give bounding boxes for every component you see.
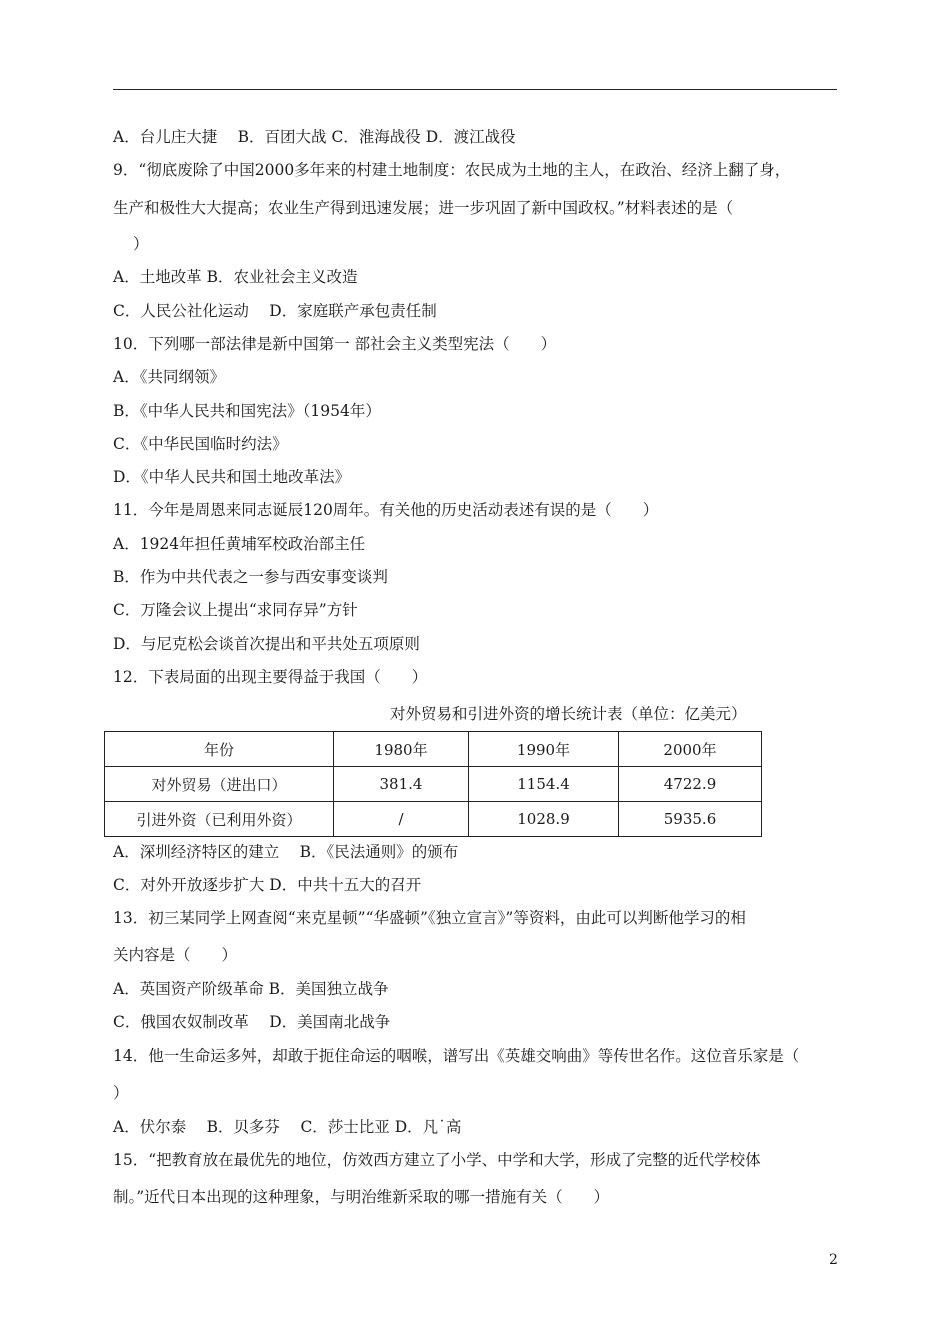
- q13-options-cd: C．俄国农奴制改革 D．美国南北战争: [113, 1013, 391, 1031]
- table-caption: 对外贸易和引进外资的增长统计表（单位：亿美元）: [390, 705, 747, 723]
- table-header-cell: 1980年: [334, 732, 469, 767]
- q8-options: A．台儿庄大捷 B．百团大战 C．淮海战役 D．渡江战役: [113, 128, 516, 146]
- q13-stem-line2: 关内容是（ ）: [113, 946, 238, 964]
- q10-stem: 10．下列哪一部法律是新中国第一 部社会主义类型宪法（ ）: [113, 335, 557, 353]
- q10-option-b: B．《中华人民共和国宪法》（1954年）: [113, 402, 381, 420]
- table-cell: 5935.6: [619, 802, 762, 837]
- q15-stem-line1: 15．“把教育放在最优先的地位，仿效西方建立了小学、中学和大学，形成了完整的近代学校体: [113, 1151, 761, 1169]
- q12-stem: 12．下表局面的出现主要得益于我国（ ）: [113, 668, 428, 686]
- q10-option-c: C．《中华民国临时约法》: [113, 435, 288, 453]
- q14-stem-line1: 14．他一生命运多舛，却敢于扼住命运的咽喉，谱写出《英雄交响曲》等传世名作。这位音乐家是（: [113, 1047, 800, 1065]
- q12-options-cd: C．对外开放逐步扩大 D．中共十五大的召开: [113, 876, 422, 894]
- table-header-row: [105, 732, 762, 767]
- q9-options-ab: A．土地改革 B．农业社会主义改造: [113, 268, 358, 286]
- table-cell: 1154.4: [469, 767, 619, 802]
- q9-stem-line3: ）: [133, 235, 149, 253]
- q11-option-d: D．与尼克松会谈首次提出和平共处五项原则: [113, 635, 420, 653]
- q13-stem-line1: 13．初三某同学上网查阅“来克星顿”“华盛顿”《独立宣言》”等资料，由此可以判断他学习的相: [113, 909, 746, 927]
- table-header-cell: 1990年: [469, 732, 619, 767]
- table-row: [105, 767, 762, 802]
- q10-option-a: A．《共同纲领》: [113, 368, 225, 386]
- header-rule: [113, 89, 837, 90]
- q9-stem-line1: 9．“彻底废除了中国2000多年来的村建土地制度：农民成为土地的主人，在政治、经济上翻了身，: [113, 161, 791, 179]
- table-cell: 4722.9: [619, 767, 762, 802]
- table-cell: 引进外资（已利用外资）: [105, 802, 334, 837]
- q14-stem-line2: ）: [113, 1084, 129, 1102]
- table-header-cell: 2000年: [619, 732, 762, 767]
- table-row: [105, 802, 762, 837]
- q13-options-ab: A．英国资产阶级革命 B．美国独立战争: [113, 980, 389, 998]
- trade-investment-table: [104, 731, 762, 837]
- q9-options-cd: C．人民公社化运动 D．家庭联产承包责任制: [113, 302, 437, 320]
- table-header-cell: 年份: [105, 732, 334, 767]
- q11-option-b: B．作为中共代表之一参与西安事变谈判: [113, 568, 388, 586]
- q10-option-d: D．《中华人民共和国土地改革法》: [113, 468, 351, 486]
- table-cell: 1028.9: [469, 802, 619, 837]
- q11-stem: 11．今年是周恩来同志诞辰120周年。有关他的历史活动表述有误的是（ ）: [113, 501, 659, 519]
- table-cell: 381.4: [334, 767, 469, 802]
- page-number: 2: [829, 1252, 838, 1268]
- table-cell: /: [334, 802, 469, 837]
- q12-options-ab: A．深圳经济特区的建立 B．《民法通则》的颁布: [113, 843, 459, 861]
- q11-option-c: C．万隆会议上提出“求同存异”方针: [113, 601, 358, 619]
- q11-option-a: A．1924年担任黄埔军校政治部主任: [113, 535, 366, 553]
- table-cell: 对外贸易（进出口）: [105, 767, 334, 802]
- q14-options: A．伏尔泰 B．贝多芬 C．莎士比亚 D．凡˙高: [113, 1118, 462, 1136]
- q9-stem-line2: 生产和极性大大提高；农业生产得到迅速发展；进一步巩固了新中国政权。”材料表述的是（: [113, 199, 734, 217]
- q15-stem-line2: 制。”近代日本出现的这种理象，与明治维新采取的哪一措施有关（ ）: [113, 1188, 610, 1206]
